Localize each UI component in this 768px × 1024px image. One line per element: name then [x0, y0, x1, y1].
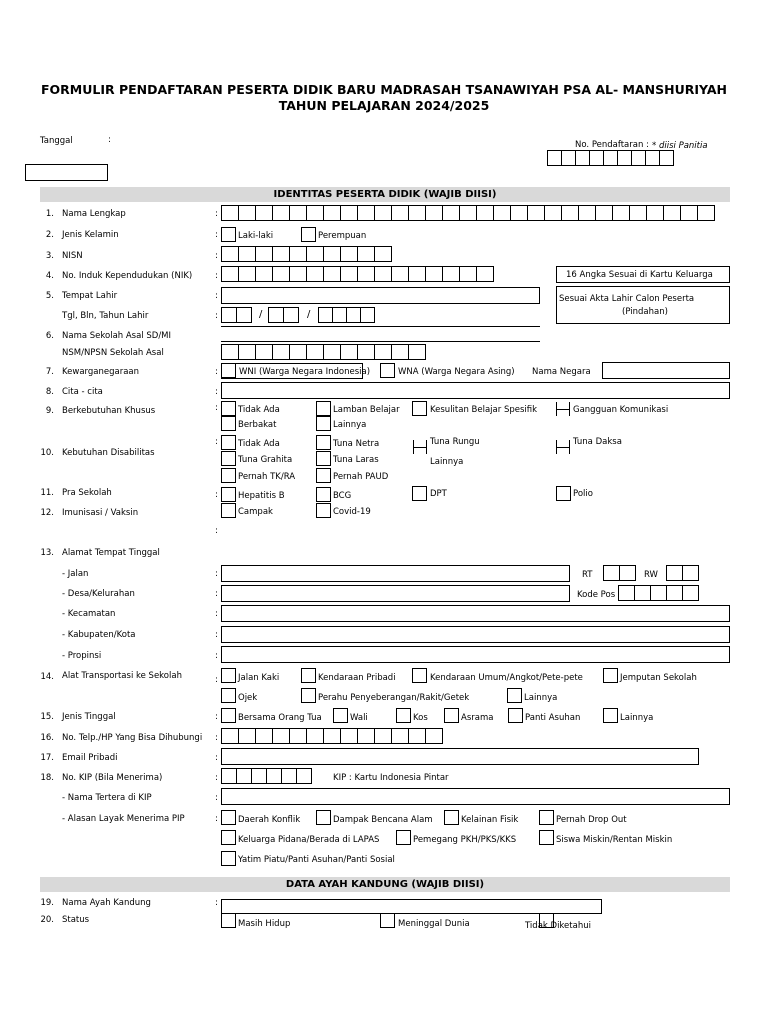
tuna-grahita-checkbox[interactable]: [221, 451, 236, 466]
gangguan-label: Gangguan Komunikasi: [573, 405, 669, 415]
jalan-kaki-checkbox[interactable]: [221, 668, 236, 683]
meninggal-label: Meninggal Dunia: [398, 919, 470, 929]
label-propinsi: - Propinsi: [62, 651, 102, 661]
laki-label: Laki-laki: [238, 231, 274, 241]
nama-ayah-field[interactable]: [221, 899, 602, 914]
dropout-checkbox[interactable]: [539, 810, 554, 825]
yatim-label: Yatim Piatu/Panti Asuhan/Panti Sosial: [238, 855, 395, 865]
colon: :: [215, 230, 218, 240]
lainnya-checkbox[interactable]: [316, 416, 331, 431]
kesulitan-label: Kesulitan Belajar Spesifik: [430, 405, 538, 415]
tgl-lahir-day[interactable]: [221, 307, 251, 323]
ortu-checkbox[interactable]: [221, 708, 236, 723]
wali-checkbox[interactable]: [333, 708, 348, 723]
ortu-label: Bersama Orang Tua: [238, 713, 322, 723]
laki-checkbox[interactable]: [221, 227, 236, 242]
akta-note-1: Sesuai Akta Lahir Calon Peserta: [559, 294, 695, 304]
wna-label: WNA (Warga Negara Asing): [398, 367, 515, 377]
campak-label: Campak: [238, 507, 273, 517]
tuna-grahita-label: Tuna Grahita: [238, 455, 293, 465]
tk-checkbox[interactable]: [221, 468, 236, 483]
pkh-checkbox[interactable]: [396, 830, 411, 845]
npsn-field[interactable]: [221, 344, 425, 360]
colon: :: [215, 526, 218, 536]
nik-note: 16 Angka Sesuai di Kartu Keluarga: [566, 270, 713, 280]
konflik-checkbox[interactable]: [221, 810, 236, 825]
colon: :: [215, 773, 218, 783]
akta-note-2: (Pindahan): [622, 307, 668, 317]
colon: :: [215, 630, 218, 640]
pkh-label: Pemegang PKH/PKS/KKS: [413, 835, 517, 845]
divider: [221, 326, 540, 327]
label-npsn: NSM/NPSN Sekolah Asal: [62, 348, 164, 358]
ojek-checkbox[interactable]: [221, 688, 236, 703]
polio-checkbox[interactable]: [556, 486, 571, 501]
label-kewarganegaraan: Kewarganegaraan: [62, 367, 140, 377]
label-status: Status: [62, 915, 90, 925]
label-kip: No. KIP (Bila Menerima): [62, 773, 163, 783]
kip-field[interactable]: [221, 768, 311, 784]
slash-icon: /: [307, 309, 311, 320]
tk-label: Pernah TK/RA: [238, 472, 296, 482]
label-kecamatan: - Kecamatan: [62, 609, 116, 619]
dropout-label: Pernah Drop Out: [556, 815, 627, 825]
colon: :: [215, 712, 218, 722]
colon: :: [215, 651, 218, 661]
tuna-rungu-label: Tuna Rungu: [430, 437, 480, 447]
label-alasan-pip: - Alasan Layak Menerima PIP: [62, 814, 185, 824]
tidak-diketahui-label: Tidak Diketahui: [525, 921, 591, 931]
gangguan-checkbox[interactable]: [556, 402, 570, 416]
kendaraan-umum-checkbox[interactable]: [412, 668, 427, 683]
colon: :: [215, 311, 218, 321]
tempat-lahir-field[interactable]: [221, 287, 540, 304]
miskin-checkbox[interactable]: [539, 830, 554, 845]
meninggal-checkbox[interactable]: [380, 913, 395, 928]
sekolah-asal-field[interactable]: [221, 341, 540, 342]
colon: :: [215, 437, 218, 447]
label-transportasi: Alat Transportasi ke Sekolah: [62, 671, 182, 681]
section-identitas: IDENTITAS PESERTA DIDIK (WAJIB DIISI): [40, 187, 730, 202]
no-pendaftaran-label: No. Pendaftaran :: [575, 140, 649, 150]
tuna-daksa-label: Tuna Daksa: [573, 437, 622, 447]
perempuan-checkbox[interactable]: [301, 227, 316, 242]
campak-checkbox[interactable]: [221, 503, 236, 518]
paud-checkbox[interactable]: [316, 468, 331, 483]
tidak-ada2-checkbox[interactable]: [221, 435, 236, 450]
perempuan-label: Perempuan: [318, 231, 367, 241]
number: 19.: [40, 898, 54, 908]
konflik-label: Daerah Konflik: [238, 815, 301, 825]
jalan-field[interactable]: [221, 565, 570, 582]
tgl-lahir-month[interactable]: [268, 307, 298, 323]
label-nama-lengkap: Nama Lengkap: [62, 209, 126, 219]
lainnya-label: Lainnya: [333, 420, 367, 430]
jemputan-label: Jemputan Sekolah: [620, 673, 697, 683]
colon: :: [215, 589, 218, 599]
hepatitis-checkbox[interactable]: [221, 487, 236, 502]
label-jalan: - Jalan: [62, 569, 89, 579]
number: 5.: [45, 291, 54, 301]
lainnya2-label: Lainnya: [430, 457, 464, 467]
desa-field[interactable]: [221, 585, 570, 602]
paud-label: Pernah PAUD: [333, 472, 389, 482]
colon: :: [215, 569, 218, 579]
number: 2.: [45, 230, 54, 240]
number: 9.: [45, 406, 54, 416]
tuna-laras-label: Tuna Laras: [333, 455, 379, 465]
colon: :: [215, 753, 218, 763]
lainnya3-checkbox[interactable]: [507, 688, 522, 703]
tuna-netra-label: Tuna Netra: [333, 439, 380, 449]
colon: :: [215, 490, 218, 500]
label-nik: No. Induk Kependudukan (NIK): [62, 271, 193, 281]
number: 12.: [40, 508, 54, 518]
rt-label: RT: [582, 570, 593, 580]
jemputan-checkbox[interactable]: [603, 668, 618, 683]
lamban-label: Lamban Belajar: [333, 405, 400, 415]
label-alamat: Alamat Tempat Tinggal: [62, 548, 160, 558]
label-email: Email Pribadi: [62, 753, 118, 763]
number: 3.: [45, 251, 54, 261]
number: 14.: [40, 672, 54, 682]
perahu-checkbox[interactable]: [301, 688, 316, 703]
kendaraan-pribadi-checkbox[interactable]: [301, 668, 316, 683]
form-year: TAHUN PELAJARAN 2024/2025: [278, 98, 490, 113]
tuna-daksa-checkbox[interactable]: [556, 440, 570, 454]
kip-note: KIP : Kartu Indonesia Pintar: [333, 773, 449, 783]
colon: :: [215, 675, 218, 685]
colon: :: [215, 609, 218, 619]
lamban-checkbox[interactable]: [316, 401, 331, 416]
colon: :: [215, 367, 218, 377]
kecamatan-field[interactable]: [221, 605, 730, 622]
tanggal-field[interactable]: [25, 164, 108, 181]
bcg-label: BCG: [333, 491, 352, 501]
nama-negara-label: Nama Negara: [532, 367, 591, 377]
pidana-label: Keluarga Pidana/Berada di LAPAS: [238, 835, 380, 845]
panti-label: Panti Asuhan: [525, 713, 581, 723]
lainnya3-label: Lainnya: [524, 693, 558, 703]
label-telp: No. Telp./HP Yang Bisa Dihubungi: [62, 733, 203, 743]
label-nama-ayah: Nama Ayah Kandung: [62, 898, 151, 908]
panti-checkbox[interactable]: [508, 708, 523, 723]
dpt-label: DPT: [430, 489, 447, 499]
colon: :: [215, 814, 218, 824]
pidana-checkbox[interactable]: [221, 830, 236, 845]
number: 16.: [40, 733, 54, 743]
rt-field[interactable]: [603, 565, 635, 581]
masih-hidup-label: Masih Hidup: [238, 919, 291, 929]
colon: :: [215, 403, 218, 413]
label-kabupaten: - Kabupaten/Kota: [62, 630, 136, 640]
colon: :: [215, 733, 218, 743]
label-tgl-lahir: Tgl, Bln, Tahun Lahir: [62, 311, 149, 321]
nama-kip-field[interactable]: [221, 788, 730, 805]
bencana-label: Dampak Bencana Alam: [333, 815, 433, 825]
wni-label: WNI (Warga Negara Indonesia): [239, 367, 371, 377]
kode-pos-field[interactable]: [618, 585, 698, 601]
kabupaten-field[interactable]: [221, 626, 730, 643]
label-jenis-kelamin: Jenis Kelamin: [62, 230, 119, 240]
slash-icon: /: [259, 309, 263, 320]
ojek-label: Ojek: [238, 693, 258, 703]
kendaraan-pribadi-label: Kendaraan Pribadi: [318, 673, 396, 683]
lainnya4-label: Lainnya: [620, 713, 654, 723]
kelainan-checkbox[interactable]: [444, 810, 459, 825]
label-imunisasi: Imunisasi / Vaksin: [62, 508, 139, 518]
tuna-netra-checkbox[interactable]: [316, 435, 331, 450]
nama-negara-field[interactable]: [602, 362, 730, 379]
berbakat-checkbox[interactable]: [221, 416, 236, 431]
kesulitan-checkbox[interactable]: [412, 401, 427, 416]
colon: :: [215, 793, 218, 803]
propinsi-field[interactable]: [221, 646, 730, 663]
number: 10.: [40, 448, 54, 458]
jalan-kaki-label: Jalan Kaki: [238, 673, 280, 683]
tidak-ada2-label: Tidak Ada: [238, 439, 280, 449]
label-nisn: NISN: [62, 251, 83, 261]
kos-label: Kos: [413, 713, 428, 723]
tidak-ada-label: Tidak Ada: [238, 405, 280, 415]
kos-checkbox[interactable]: [396, 708, 411, 723]
number: 20.: [40, 915, 54, 925]
label-desa: - Desa/Kelurahan: [62, 589, 135, 599]
label-tempat-lahir: Tempat Lahir: [62, 291, 118, 301]
tanggal-label: Tanggal: [40, 136, 73, 146]
number: 18.: [40, 773, 54, 783]
hepatitis-label: Hepatitis B: [238, 491, 285, 501]
tuna-laras-checkbox[interactable]: [316, 451, 331, 466]
cita-field[interactable]: [221, 382, 730, 399]
wali-label: Wali: [350, 713, 368, 723]
nama-lengkap-field[interactable]: [221, 205, 714, 221]
colon: :: [215, 291, 218, 301]
label-disabilitas: Kebutuhan Disabilitas: [62, 448, 155, 458]
tgl-lahir-year[interactable]: [318, 307, 374, 323]
rw-field[interactable]: [666, 565, 698, 581]
number: 7.: [45, 367, 54, 377]
polio-label: Polio: [573, 489, 593, 499]
number: 8.: [45, 387, 54, 397]
number: 15.: [40, 712, 54, 722]
covid-label: Covid-19: [333, 507, 371, 517]
bcg-checkbox[interactable]: [316, 487, 331, 502]
number: 13.: [40, 548, 54, 558]
lainnya4-checkbox[interactable]: [603, 708, 618, 723]
colon: :: [215, 898, 218, 908]
label-nama-kip: - Nama Tertera di KIP: [62, 793, 152, 803]
masih-hidup-checkbox[interactable]: [221, 913, 236, 928]
tidak-ada-checkbox[interactable]: [221, 401, 236, 416]
wna-checkbox[interactable]: [380, 363, 395, 378]
colon: :: [215, 387, 218, 397]
asrama-checkbox[interactable]: [444, 708, 459, 723]
yatim-checkbox[interactable]: [221, 851, 236, 866]
number: 17.: [40, 753, 54, 763]
colon: :: [215, 251, 218, 261]
form-title: FORMULIR PENDAFTARAN PESERTA DIDIK BARU MADRASAH TSANAWIYAH PSA AL- MANSHURIYAH: [40, 82, 728, 97]
dpt-checkbox[interactable]: [412, 486, 427, 501]
kelainan-label: Kelainan Fisik: [461, 815, 519, 825]
number: 11.: [40, 488, 54, 498]
asrama-label: Asrama: [461, 713, 494, 723]
bencana-checkbox[interactable]: [316, 810, 331, 825]
colon: :: [108, 135, 111, 145]
label-jenis-tinggal: Jenis Tinggal: [62, 712, 116, 722]
colon: :: [215, 271, 218, 281]
telp-field[interactable]: [221, 728, 442, 744]
label-pra-sekolah: Pra Sekolah: [62, 488, 112, 498]
rw-label: RW: [644, 570, 658, 580]
kendaraan-umum-label: Kendaraan Umum/Angkot/Pete-pete: [430, 673, 583, 683]
label-sekolah-asal: Nama Sekolah Asal SD/MI: [62, 331, 172, 341]
number: 6.: [45, 331, 54, 341]
perahu-label: Perahu Penyeberangan/Rakit/Getek: [318, 693, 470, 703]
covid-checkbox[interactable]: [316, 503, 331, 518]
section-ayah: DATA AYAH KANDUNG (WAJIB DIISI): [40, 877, 730, 892]
label-berkebutuhan: Berkebutuhan Khusus: [62, 406, 156, 416]
number: 1.: [45, 209, 54, 219]
colon: :: [215, 209, 218, 219]
kode-pos-label: Kode Pos: [577, 590, 616, 600]
label-cita: Cita - cita: [62, 387, 103, 397]
nisn-field[interactable]: [221, 246, 391, 262]
email-field[interactable]: [221, 748, 699, 765]
berbakat-label: Berbakat: [238, 420, 277, 430]
tuna-rungu-checkbox[interactable]: [413, 440, 427, 454]
no-pendaftaran-field[interactable]: [547, 150, 673, 166]
panitia-note: * diisi Panitia: [652, 141, 708, 151]
akta-note-box: [556, 286, 730, 324]
miskin-label: Siswa Miskin/Rentan Miskin: [556, 835, 673, 845]
nik-field[interactable]: [221, 266, 493, 282]
number: 4.: [45, 271, 54, 281]
